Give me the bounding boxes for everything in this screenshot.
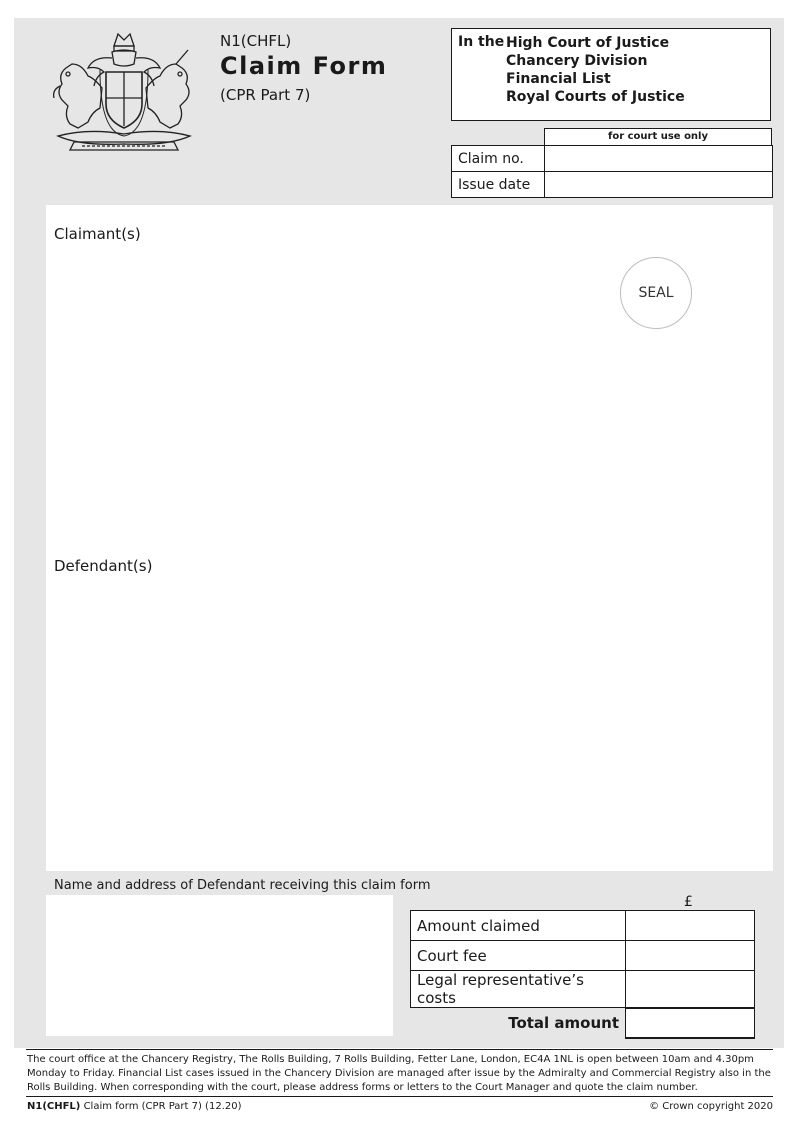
- form-subtitle: (CPR Part 7): [220, 86, 311, 104]
- court-name-lines: [506, 34, 685, 106]
- defendants-label: Defendant(s): [54, 557, 153, 575]
- form-reference: [27, 1101, 241, 1112]
- legal-costs-field[interactable]: [626, 971, 755, 1008]
- receiver-label: Name and address of Defendant receiving this claim form: [54, 878, 431, 893]
- amounts-table: [410, 910, 755, 1039]
- royal-coat-of-arms-icon: [48, 28, 200, 158]
- form-reference-text: Claim form (CPR Part 7) (12.20): [80, 1101, 242, 1112]
- court-line: Chancery Division: [506, 53, 648, 69]
- footer-divider: [26, 1049, 773, 1050]
- claim-no-field[interactable]: [545, 146, 773, 172]
- court-fee-label: Court fee: [411, 941, 626, 971]
- currency-symbol: £: [684, 894, 693, 910]
- receiver-address-field[interactable]: [46, 895, 393, 1036]
- total-amount-label: Total amount: [508, 1013, 619, 1032]
- legal-costs-label: Legal representative’s costs: [411, 971, 626, 1008]
- parties-area[interactable]: [46, 205, 773, 871]
- footer-divider: [26, 1096, 773, 1097]
- court-line: Royal Courts of Justice: [506, 89, 685, 105]
- seal-label: SEAL: [638, 285, 674, 301]
- total-amount-field[interactable]: [626, 1008, 755, 1038]
- issue-date-label: Issue date: [452, 172, 545, 198]
- court-line: High Court of Justice: [506, 35, 670, 51]
- form-reference-code: N1(CHFL): [27, 1101, 81, 1112]
- footer-note: The court office at the Chancery Registry, The Rolls Building, 7 Rolls Building, Fetter Lane, London, EC4A 1NL is open between 10am and 4.30pm Monday to Friday. Financial List cases issued in the Chancery Division are managed after issue by the Admiralty and Commercial Registry also in the Rolls Building. When corresponding with the court, please address forms or letters to the Court Manager and quote the claim number.: [27, 1054, 771, 1093]
- court-line: Financial List: [506, 71, 611, 87]
- claim-no-label: Claim no.: [452, 146, 545, 172]
- court-name-box: [451, 28, 771, 121]
- issue-date-field[interactable]: [545, 172, 773, 198]
- court-use-heading: for court use only: [544, 128, 772, 146]
- seal-stamp: [620, 257, 692, 329]
- claimants-label: Claimant(s): [54, 225, 141, 243]
- in-the-label: In the: [458, 34, 505, 50]
- court-use-table: [451, 145, 773, 198]
- form-code: N1(CHFL): [220, 32, 292, 50]
- copyright-notice: © Crown copyright 2020: [649, 1101, 773, 1112]
- amount-claimed-field[interactable]: [626, 911, 755, 941]
- page-title: Claim Form: [220, 52, 388, 80]
- court-fee-field[interactable]: [626, 941, 755, 971]
- amount-claimed-label: Amount claimed: [411, 911, 626, 941]
